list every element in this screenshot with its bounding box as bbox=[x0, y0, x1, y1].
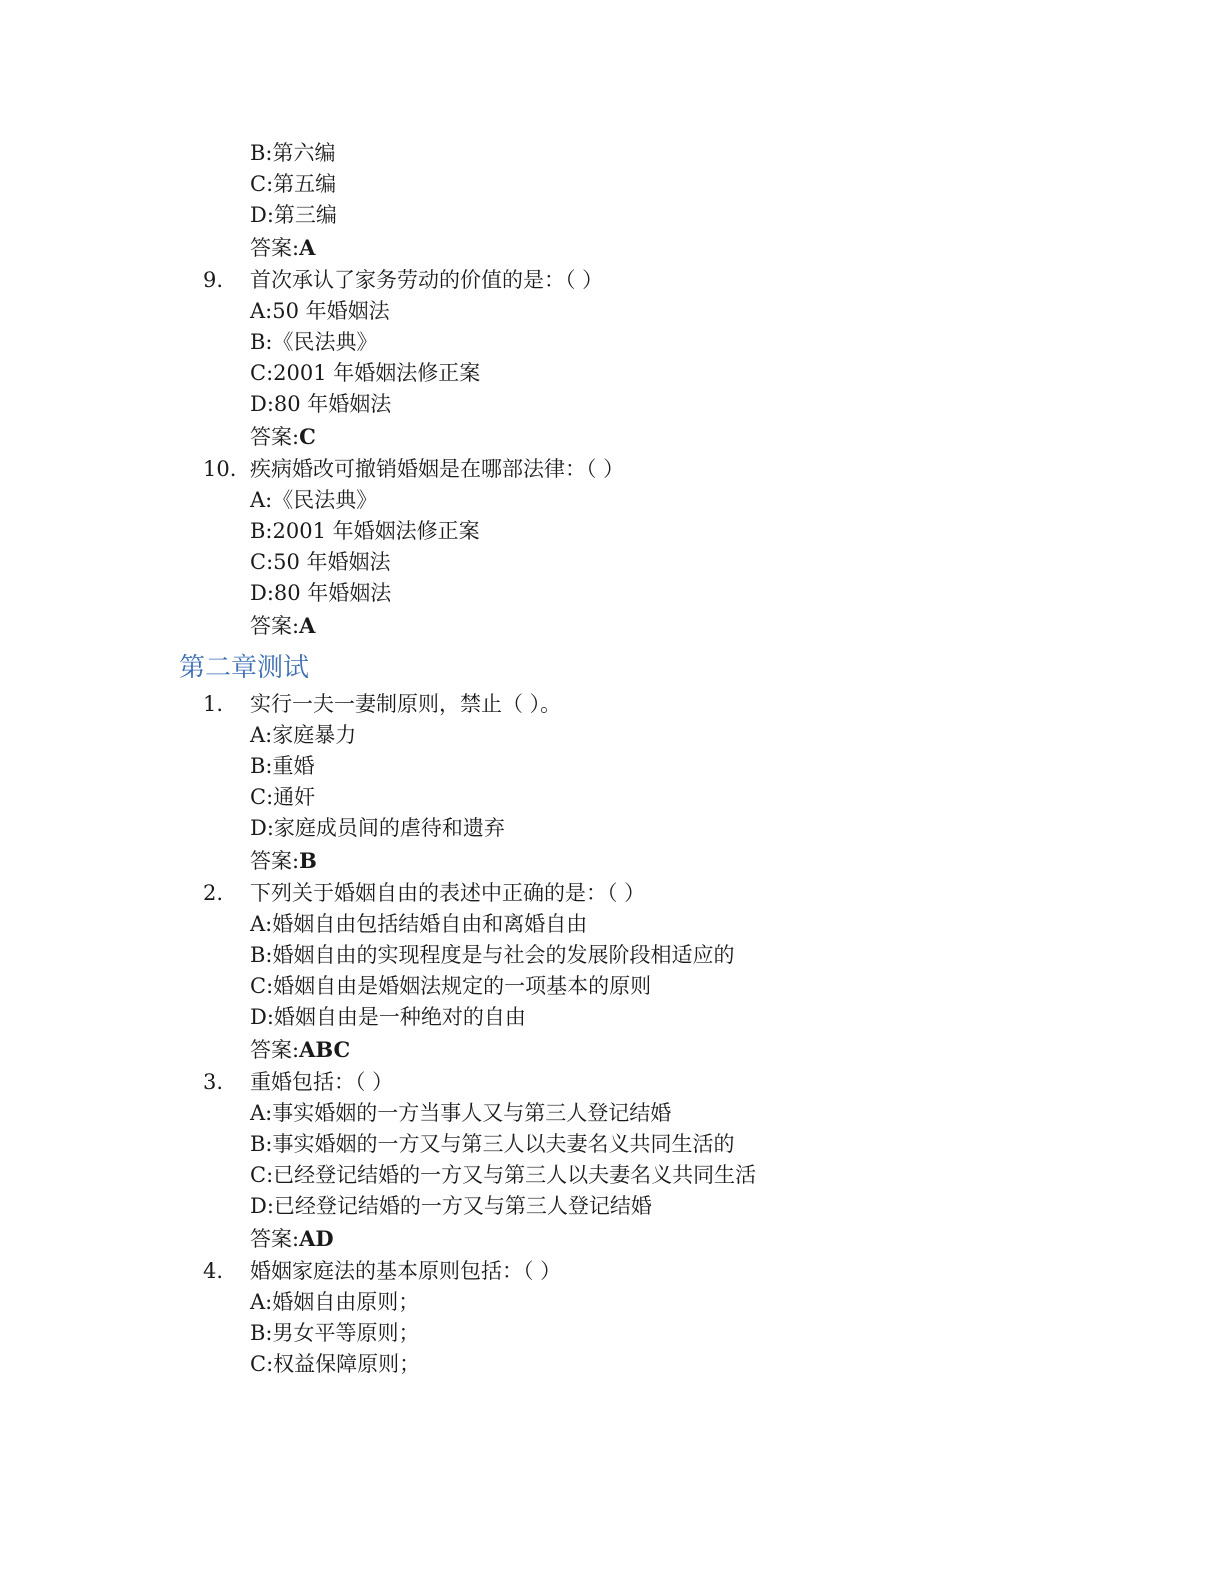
option-c: C:已经登记结婚的一方又与第三人以夫妻名义共同生活 bbox=[250, 1163, 757, 1187]
option-c: C:第五编 bbox=[250, 172, 337, 196]
option-d: D:第三编 bbox=[250, 203, 337, 227]
option-d: D:婚姻自由是一种绝对的自由 bbox=[250, 1005, 526, 1029]
option-b: B:事实婚姻的一方又与第三人以夫妻名义共同生活的 bbox=[250, 1132, 735, 1156]
option-a: A:事实婚姻的一方当事人又与第三人登记结婚 bbox=[250, 1101, 672, 1125]
option-c: C:通奸 bbox=[250, 785, 316, 809]
question-number: 2. bbox=[203, 881, 224, 905]
answer-line bbox=[0, 1033, 1224, 1067]
option-d: D:已经登记结婚的一方又与第三人登记结婚 bbox=[250, 1194, 652, 1218]
question-number: 10. bbox=[203, 457, 237, 481]
question-stem-line bbox=[0, 1256, 1224, 1287]
document-content bbox=[0, 138, 1224, 1380]
question-stem: 下列关于婚姻自由的表述中正确的是：（ ） bbox=[250, 881, 646, 905]
question-stem: 重婚包括：（ ） bbox=[250, 1070, 394, 1094]
answer-label: 答案: bbox=[250, 425, 300, 449]
question-stem: 首次承认了家务劳动的价值的是：（ ） bbox=[250, 268, 604, 292]
answer-label: 答案: bbox=[250, 236, 300, 260]
answer-value: A bbox=[299, 613, 316, 638]
answer-line bbox=[0, 420, 1224, 454]
answer-label: 答案: bbox=[250, 1038, 300, 1062]
answer-line bbox=[0, 609, 1224, 643]
option-a: A:50 年婚姻法 bbox=[250, 299, 390, 323]
answer-value: A bbox=[299, 235, 316, 260]
option-c: C:50 年婚姻法 bbox=[250, 550, 391, 574]
question-number: 1. bbox=[203, 692, 224, 716]
option-a: A:婚姻自由包括结婚自由和离婚自由 bbox=[250, 912, 588, 936]
answer-value: AD bbox=[299, 1226, 334, 1251]
option-a: A:婚姻自由原则； bbox=[250, 1290, 420, 1314]
answer-label: 答案: bbox=[250, 849, 300, 873]
answer-line bbox=[0, 231, 1224, 265]
question-stem: 实行一夫一妻制原则，禁止（ ）。 bbox=[250, 692, 562, 716]
option-c: C:权益保障原则； bbox=[250, 1352, 421, 1376]
answer-value: B bbox=[299, 848, 317, 873]
chapter-heading: 第二章测试 bbox=[179, 653, 310, 683]
option-c: C:婚姻自由是婚姻法规定的一项基本的原则 bbox=[250, 974, 652, 998]
question-number: 9. bbox=[203, 268, 224, 292]
option-b: B:男女平等原则； bbox=[250, 1321, 420, 1345]
question-stem-line bbox=[0, 265, 1224, 296]
option-d: D:80 年婚姻法 bbox=[250, 581, 392, 605]
option-a: A:《民法典》 bbox=[250, 488, 378, 512]
question-stem-line bbox=[0, 454, 1224, 485]
option-d: D:80 年婚姻法 bbox=[250, 392, 392, 416]
answer-value: C bbox=[299, 424, 316, 449]
question-stem-line bbox=[0, 689, 1224, 720]
option-b: B:重婚 bbox=[250, 754, 315, 778]
question-stem-line bbox=[0, 878, 1224, 909]
answer-label: 答案: bbox=[250, 1227, 300, 1251]
option-a: A:家庭暴力 bbox=[250, 723, 357, 747]
option-b: B:《民法典》 bbox=[250, 330, 378, 354]
option-d: D:家庭成员间的虐待和遗弃 bbox=[250, 816, 505, 840]
question-stem-line bbox=[0, 1067, 1224, 1098]
question-number: 3. bbox=[203, 1070, 224, 1094]
option-b: B:婚姻自由的实现程度是与社会的发展阶段相适应的 bbox=[250, 943, 735, 967]
answer-label: 答案: bbox=[250, 614, 300, 638]
option-b: B:第六编 bbox=[250, 141, 336, 165]
question-number: 4. bbox=[203, 1259, 224, 1283]
option-c: C:2001 年婚姻法修正案 bbox=[250, 361, 481, 385]
answer-value: ABC bbox=[299, 1037, 351, 1062]
option-b: B:2001 年婚姻法修正案 bbox=[250, 519, 480, 543]
question-stem: 婚姻家庭法的基本原则包括：（ ） bbox=[250, 1259, 562, 1283]
question-stem: 疾病婚改可撤销婚姻是在哪部法律：（ ） bbox=[250, 457, 625, 481]
answer-line bbox=[0, 844, 1224, 878]
answer-line bbox=[0, 1222, 1224, 1256]
